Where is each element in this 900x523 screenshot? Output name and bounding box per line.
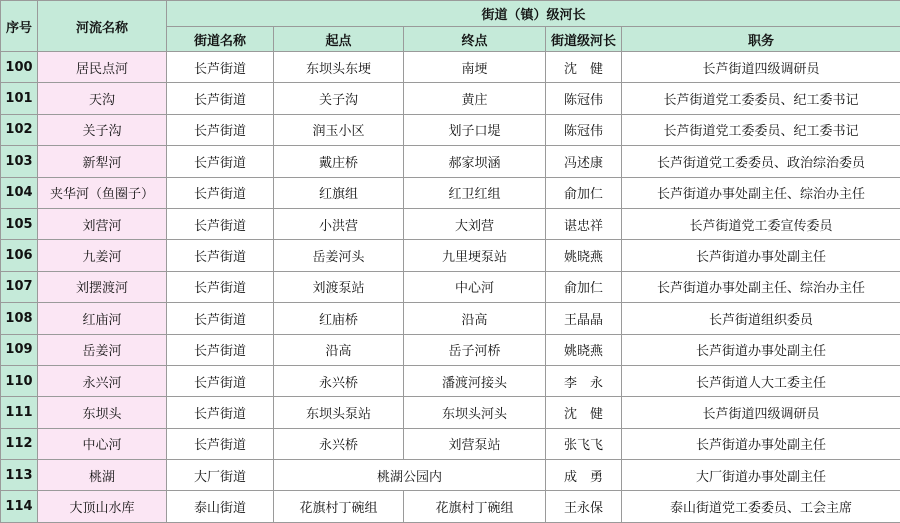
table-row bbox=[1, 146, 900, 177]
table-row bbox=[1, 460, 900, 491]
chief-position: 长芦街道办事处副主任 bbox=[622, 334, 900, 365]
river-chief: 冯述康 bbox=[546, 146, 622, 177]
street-name: 长芦街道 bbox=[167, 428, 274, 459]
row-number: 111 bbox=[1, 397, 38, 428]
chief-position: 长芦街道四级调研员 bbox=[622, 52, 900, 83]
table-row bbox=[1, 208, 900, 239]
street-name: 泰山街道 bbox=[167, 491, 274, 523]
chief-position: 长芦街道党工委委员、纪工委书记 bbox=[622, 114, 900, 145]
start-point: 红旗组 bbox=[274, 177, 404, 208]
chief-position: 长芦街道办事处副主任 bbox=[622, 240, 900, 271]
start-point: 关子沟 bbox=[274, 83, 404, 114]
river-name: 夹华河（鱼圈子） bbox=[38, 177, 167, 208]
end-point: 黄庄 bbox=[404, 83, 546, 114]
river-name: 岳姜河 bbox=[38, 334, 167, 365]
chief-position: 泰山街道党工委委员、工会主席 bbox=[622, 491, 900, 523]
street-name: 长芦街道 bbox=[167, 177, 274, 208]
end-point: 刘营泵站 bbox=[404, 428, 546, 459]
row-number: 112 bbox=[1, 428, 38, 459]
river-name: 九姜河 bbox=[38, 240, 167, 271]
start-point: 岳姜河头 bbox=[274, 240, 404, 271]
river-name: 红庙河 bbox=[38, 303, 167, 334]
start-point: 红庙桥 bbox=[274, 303, 404, 334]
end-point: 划子口堤 bbox=[404, 114, 546, 145]
river-chief: 陈冠伟 bbox=[546, 114, 622, 145]
table-row bbox=[1, 303, 900, 334]
table-row bbox=[1, 365, 900, 396]
row-number: 103 bbox=[1, 146, 38, 177]
header-river-name: 河流名称 bbox=[38, 1, 167, 52]
header-row-top bbox=[1, 1, 900, 27]
table-row bbox=[1, 334, 900, 365]
end-point: 大刘营 bbox=[404, 208, 546, 239]
river-chief: 姚晓燕 bbox=[546, 240, 622, 271]
row-number: 108 bbox=[1, 303, 38, 334]
row-number: 100 bbox=[1, 52, 38, 83]
river-name: 关子沟 bbox=[38, 114, 167, 145]
end-point: 潘渡河接头 bbox=[404, 365, 546, 396]
chief-position: 长芦街道党工委委员、政治综治委员 bbox=[622, 146, 900, 177]
river-chief: 俞加仁 bbox=[546, 271, 622, 302]
chief-position: 长芦街道人大工委主任 bbox=[622, 365, 900, 396]
table-row bbox=[1, 114, 900, 145]
header-no: 序号 bbox=[1, 1, 38, 52]
river-name: 天沟 bbox=[38, 83, 167, 114]
street-name: 长芦街道 bbox=[167, 365, 274, 396]
end-point: 九里埂泵站 bbox=[404, 240, 546, 271]
start-point: 花旗村丁碗组 bbox=[274, 491, 404, 523]
chief-position: 长芦街道党工委宣传委员 bbox=[622, 208, 900, 239]
row-number: 109 bbox=[1, 334, 38, 365]
start-point: 永兴桥 bbox=[274, 428, 404, 459]
river-chief: 陈冠伟 bbox=[546, 83, 622, 114]
table-row bbox=[1, 491, 900, 523]
start-point: 刘渡泵站 bbox=[274, 271, 404, 302]
table-body bbox=[1, 52, 900, 523]
river-chief: 谌忠祥 bbox=[546, 208, 622, 239]
street-name: 长芦街道 bbox=[167, 114, 274, 145]
river-chief: 张飞飞 bbox=[546, 428, 622, 459]
row-number: 114 bbox=[1, 491, 38, 523]
river-name: 永兴河 bbox=[38, 365, 167, 396]
chief-position: 长芦街道四级调研员 bbox=[622, 397, 900, 428]
street-name: 大厂街道 bbox=[167, 460, 274, 491]
river-chief: 沈 健 bbox=[546, 52, 622, 83]
river-chief: 李 永 bbox=[546, 365, 622, 396]
river-name: 桃湖 bbox=[38, 460, 167, 491]
river-name: 新犁河 bbox=[38, 146, 167, 177]
table-row bbox=[1, 83, 900, 114]
end-point: 红卫红组 bbox=[404, 177, 546, 208]
street-name: 长芦街道 bbox=[167, 271, 274, 302]
river-chief: 姚晓燕 bbox=[546, 334, 622, 365]
chief-position: 长芦街道办事处副主任 bbox=[622, 428, 900, 459]
river-name: 中心河 bbox=[38, 428, 167, 459]
header-position: 职务 bbox=[622, 27, 900, 52]
river-name: 刘营河 bbox=[38, 208, 167, 239]
chief-position: 长芦街道办事处副主任、综治办主任 bbox=[622, 271, 900, 302]
end-point: 沿高 bbox=[404, 303, 546, 334]
start-point: 沿高 bbox=[274, 334, 404, 365]
street-name: 长芦街道 bbox=[167, 240, 274, 271]
street-name: 长芦街道 bbox=[167, 303, 274, 334]
street-name: 长芦街道 bbox=[167, 52, 274, 83]
start-point: 润玉小区 bbox=[274, 114, 404, 145]
street-name: 长芦街道 bbox=[167, 397, 274, 428]
table-row bbox=[1, 240, 900, 271]
river-chief: 沈 健 bbox=[546, 397, 622, 428]
start-point: 永兴桥 bbox=[274, 365, 404, 396]
river-chief: 成 勇 bbox=[546, 460, 622, 491]
street-name: 长芦街道 bbox=[167, 146, 274, 177]
end-point: 中心河 bbox=[404, 271, 546, 302]
header-end: 终点 bbox=[404, 27, 546, 52]
river-chief: 王永保 bbox=[546, 491, 622, 523]
river-section: 桃湖公园内 bbox=[274, 460, 546, 491]
chief-position: 大厂街道办事处副主任 bbox=[622, 460, 900, 491]
table-row bbox=[1, 177, 900, 208]
river-name: 东坝头 bbox=[38, 397, 167, 428]
start-point: 小洪营 bbox=[274, 208, 404, 239]
river-chief: 俞加仁 bbox=[546, 177, 622, 208]
table-row bbox=[1, 271, 900, 302]
chief-position: 长芦街道组织委员 bbox=[622, 303, 900, 334]
row-number: 101 bbox=[1, 83, 38, 114]
header-group-street-chief: 街道（镇）级河长 bbox=[167, 1, 900, 27]
river-name: 刘摆渡河 bbox=[38, 271, 167, 302]
row-number: 110 bbox=[1, 365, 38, 396]
table-row bbox=[1, 397, 900, 428]
end-point: 东坝头河头 bbox=[404, 397, 546, 428]
end-point: 花旗村丁碗组 bbox=[404, 491, 546, 523]
end-point: 郝家坝涵 bbox=[404, 146, 546, 177]
end-point: 南埂 bbox=[404, 52, 546, 83]
start-point: 东坝头东埂 bbox=[274, 52, 404, 83]
river-name: 居民点河 bbox=[38, 52, 167, 83]
end-point: 岳子河桥 bbox=[404, 334, 546, 365]
street-name: 长芦街道 bbox=[167, 208, 274, 239]
row-number: 107 bbox=[1, 271, 38, 302]
street-name: 长芦街道 bbox=[167, 334, 274, 365]
row-number: 102 bbox=[1, 114, 38, 145]
header-start: 起点 bbox=[274, 27, 404, 52]
header-chief: 街道级河长 bbox=[546, 27, 622, 52]
chief-position: 长芦街道党工委委员、纪工委书记 bbox=[622, 83, 900, 114]
start-point: 戴庄桥 bbox=[274, 146, 404, 177]
river-chief: 王晶晶 bbox=[546, 303, 622, 334]
row-number: 105 bbox=[1, 208, 38, 239]
header-street: 街道名称 bbox=[167, 27, 274, 52]
start-point: 东坝头泵站 bbox=[274, 397, 404, 428]
row-number: 113 bbox=[1, 460, 38, 491]
row-number: 106 bbox=[1, 240, 38, 271]
street-name: 长芦街道 bbox=[167, 83, 274, 114]
river-name: 大顶山水库 bbox=[38, 491, 167, 523]
table-row bbox=[1, 52, 900, 83]
chief-position: 长芦街道办事处副主任、综治办主任 bbox=[622, 177, 900, 208]
row-number: 104 bbox=[1, 177, 38, 208]
table-row bbox=[1, 428, 900, 459]
